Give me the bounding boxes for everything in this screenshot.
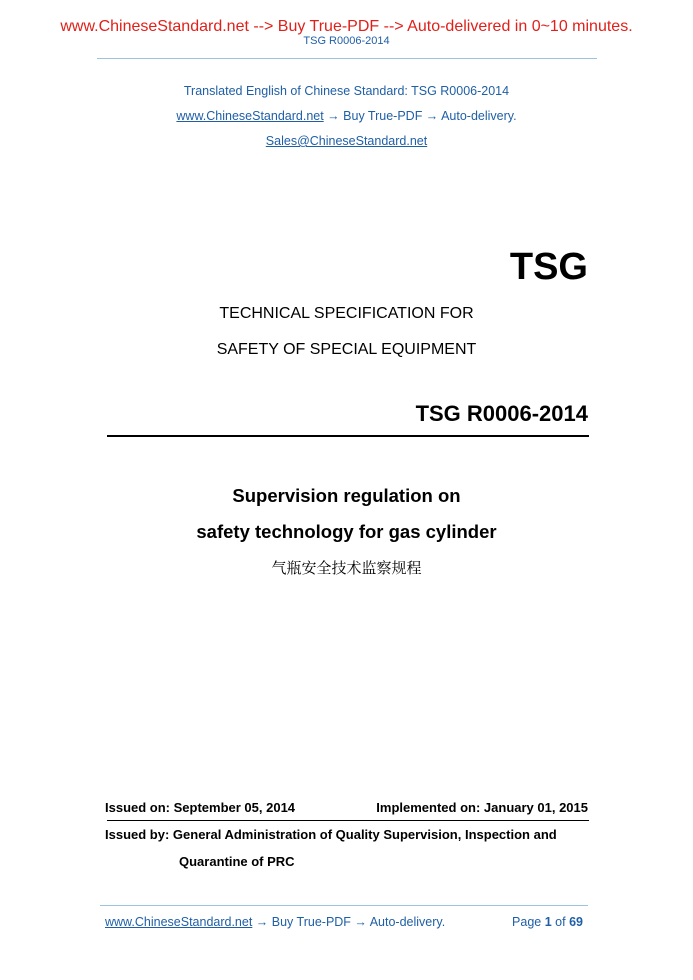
issued-by-line-2: Quarantine of PRC — [179, 854, 295, 869]
spec-line-1: TECHNICAL SPECIFICATION FOR — [219, 305, 474, 322]
page-label: Page — [512, 915, 542, 929]
top-banner[interactable]: www.ChineseStandard.net --> Buy True-PDF --> Auto-delivered in 0~10 minutes. — [60, 18, 633, 35]
sales-email-line — [0, 134, 693, 148]
purchase-line — [0, 109, 693, 123]
title-line-1: Supervision regulation on — [232, 485, 461, 506]
sales-email-link[interactable]: Sales@ChineseStandard.net — [265, 134, 428, 148]
header-rule — [97, 58, 597, 59]
footer-purchase-text: → Buy True-PDF → Auto-delivery. — [252, 915, 446, 929]
page-total: 69 — [569, 915, 583, 929]
standard-number: TSG R0006-2014 — [415, 401, 588, 426]
page-number — [512, 915, 583, 929]
translation-note: Translated English of Chinese Standard: TSG R0006-2014 — [183, 84, 510, 98]
title-line-2: safety technology for gas cylinder — [196, 521, 497, 542]
site-link[interactable]: www.ChineseStandard.net — [176, 109, 324, 123]
footer-purchase-line — [105, 915, 445, 929]
footer-site-link[interactable]: www.ChineseStandard.net — [105, 915, 253, 929]
footer-rule — [100, 905, 588, 906]
tsg-logo-text: TSG — [509, 246, 588, 288]
purchase-text: → Buy True-PDF → Auto-delivery. — [323, 109, 517, 123]
implemented-on: Implemented on: January 01, 2015 — [376, 800, 588, 815]
title-rule — [107, 435, 589, 437]
page-current: 1 — [544, 915, 552, 929]
page-of: of — [555, 915, 566, 929]
issued-on: Issued on: September 05, 2014 — [105, 800, 296, 815]
issued-by-line-1: Issued by: General Administration of Quality Supervision, Inspection and — [105, 827, 557, 842]
spec-line-2: SAFETY OF SPECIAL EQUIPMENT — [216, 341, 477, 358]
title-chinese: 气瓶安全技术监察规程 — [271, 559, 422, 577]
header-document-id: TSG R0006-2014 — [303, 35, 390, 47]
issue-rule — [107, 820, 589, 821]
